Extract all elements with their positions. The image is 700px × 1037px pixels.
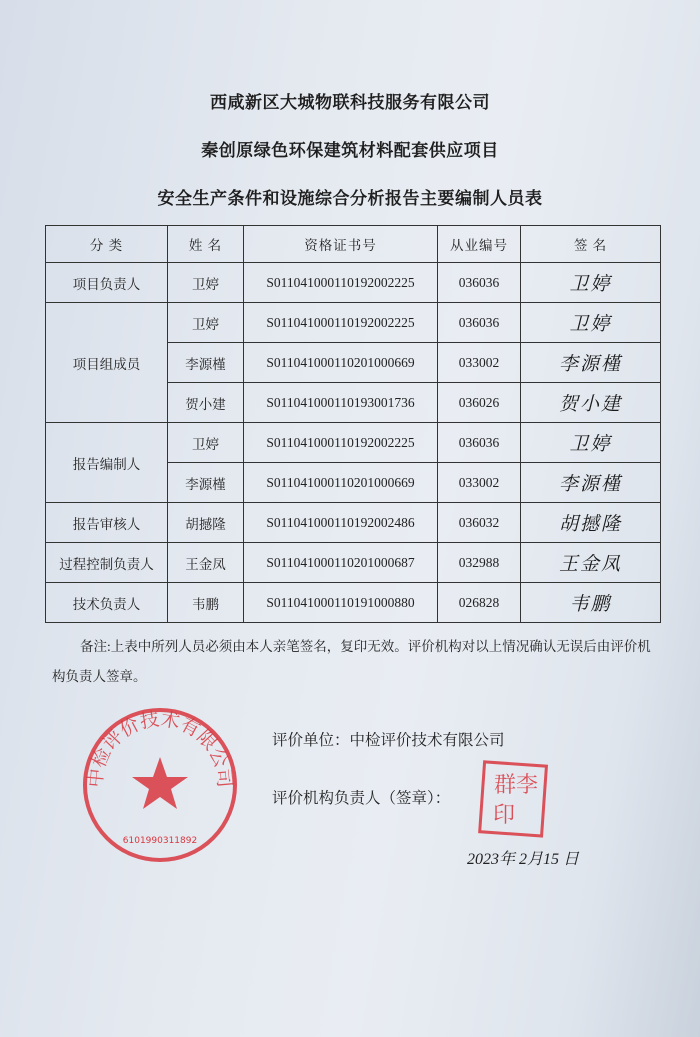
practice-number-cell: 032988	[438, 543, 521, 583]
handwritten-signature: 卫婷	[569, 313, 612, 335]
signature-cell	[521, 583, 661, 623]
date: 2023年 2月15 日	[467, 851, 580, 868]
signature-cell	[521, 383, 661, 423]
category-cell: 报告编制人	[46, 423, 168, 503]
practice-number-cell: 026828	[438, 583, 521, 623]
personal-seal	[478, 760, 550, 840]
signature-cell	[521, 263, 661, 303]
table-row	[46, 583, 661, 623]
cert-number-cell: S011041000110192002225	[244, 303, 438, 343]
cert-number-cell: S011041000110191000880	[244, 583, 438, 623]
practice-number-cell: 036036	[438, 423, 521, 463]
company-title: 西咸新区大城物联科技服务有限公司	[210, 93, 490, 113]
table-row	[46, 263, 661, 303]
name-cell: 胡撼隆	[168, 503, 244, 543]
practice-number-cell: 036036	[438, 303, 521, 343]
practice-number-cell: 033002	[438, 343, 521, 383]
column-header: 分 类	[46, 226, 168, 263]
signature-cell	[521, 343, 661, 383]
handwritten-signature: 卫婷	[569, 273, 612, 295]
handwritten-signature: 胡撼隆	[558, 513, 622, 535]
handwritten-signature: 韦鹏	[569, 593, 612, 615]
cert-number-cell: S011041000110193001736	[244, 383, 438, 423]
table-row	[46, 303, 661, 343]
column-header: 签 名	[521, 226, 661, 263]
handwritten-signature: 李源槿	[558, 473, 622, 495]
project-title: 秦创原绿色环保建筑材料配套供应项目	[201, 141, 499, 161]
table-row	[46, 423, 661, 463]
svg-text:印: 印	[492, 803, 516, 828]
svg-text:6101990311892: 6101990311892	[122, 836, 198, 846]
name-cell: 李源槿	[168, 343, 244, 383]
practice-number-cell: 033002	[438, 463, 521, 503]
handwritten-signature: 贺小建	[558, 393, 622, 415]
practice-number-cell: 036032	[438, 503, 521, 543]
category-cell: 项目负责人	[46, 263, 168, 303]
name-cell: 王金凤	[168, 543, 244, 583]
practice-number-cell: 036026	[438, 383, 521, 423]
category-cell: 过程控制负责人	[46, 543, 168, 583]
name-cell: 李源槿	[168, 463, 244, 503]
category-cell: 报告审核人	[46, 503, 168, 543]
table-row	[46, 543, 661, 583]
signature-cell	[521, 543, 661, 583]
column-header: 从业编号	[438, 226, 521, 263]
name-cell: 贺小建	[168, 383, 244, 423]
handwritten-signature: 王金凤	[558, 553, 622, 575]
cert-number-cell: S011041000110201000669	[244, 463, 438, 503]
cert-number-cell: S011041000110192002225	[244, 263, 438, 303]
name-cell: 卫婷	[168, 303, 244, 343]
cert-number-cell: S011041000110201000687	[244, 543, 438, 583]
company-seal	[80, 705, 240, 865]
category-cell: 技术负责人	[46, 583, 168, 623]
name-cell: 卫婷	[168, 423, 244, 463]
name-cell: 韦鹏	[168, 583, 244, 623]
signature-cell	[521, 463, 661, 503]
handwritten-signature: 卫婷	[569, 433, 612, 455]
svg-text:中检评价技术有限公司: 中检评价技术有限公司	[84, 708, 236, 789]
signature-cell	[521, 303, 661, 343]
signature-cell	[521, 423, 661, 463]
leader-signature-label: 评价机构负责人（签章）：	[272, 789, 451, 807]
evaluation-unit: 评价单位：中检评价技术有限公司	[272, 731, 505, 749]
table-row	[46, 503, 661, 543]
cert-number-cell: S011041000110192002486	[244, 503, 438, 543]
note-text: 备注:上表中所列人员必须由本人亲笔签名，复印无效。评价机构对以上情况确认无误后由评价机构负责人签章。	[52, 639, 651, 684]
report-title: 安全生产条件和设施综合分析报告主要编制人员表	[157, 189, 543, 209]
cert-number-cell: S011041000110192002225	[244, 423, 438, 463]
column-header: 资格证书号	[244, 226, 438, 263]
practice-number-cell: 036036	[438, 263, 521, 303]
cert-number-cell: S011041000110201000669	[244, 343, 438, 383]
svg-text:群李: 群李	[493, 773, 539, 798]
name-cell: 卫婷	[168, 263, 244, 303]
column-header: 姓 名	[168, 226, 244, 263]
personnel-table	[45, 225, 661, 623]
handwritten-signature: 李源槿	[558, 353, 622, 375]
category-cell: 项目组成员	[46, 303, 168, 423]
signature-cell	[521, 503, 661, 543]
